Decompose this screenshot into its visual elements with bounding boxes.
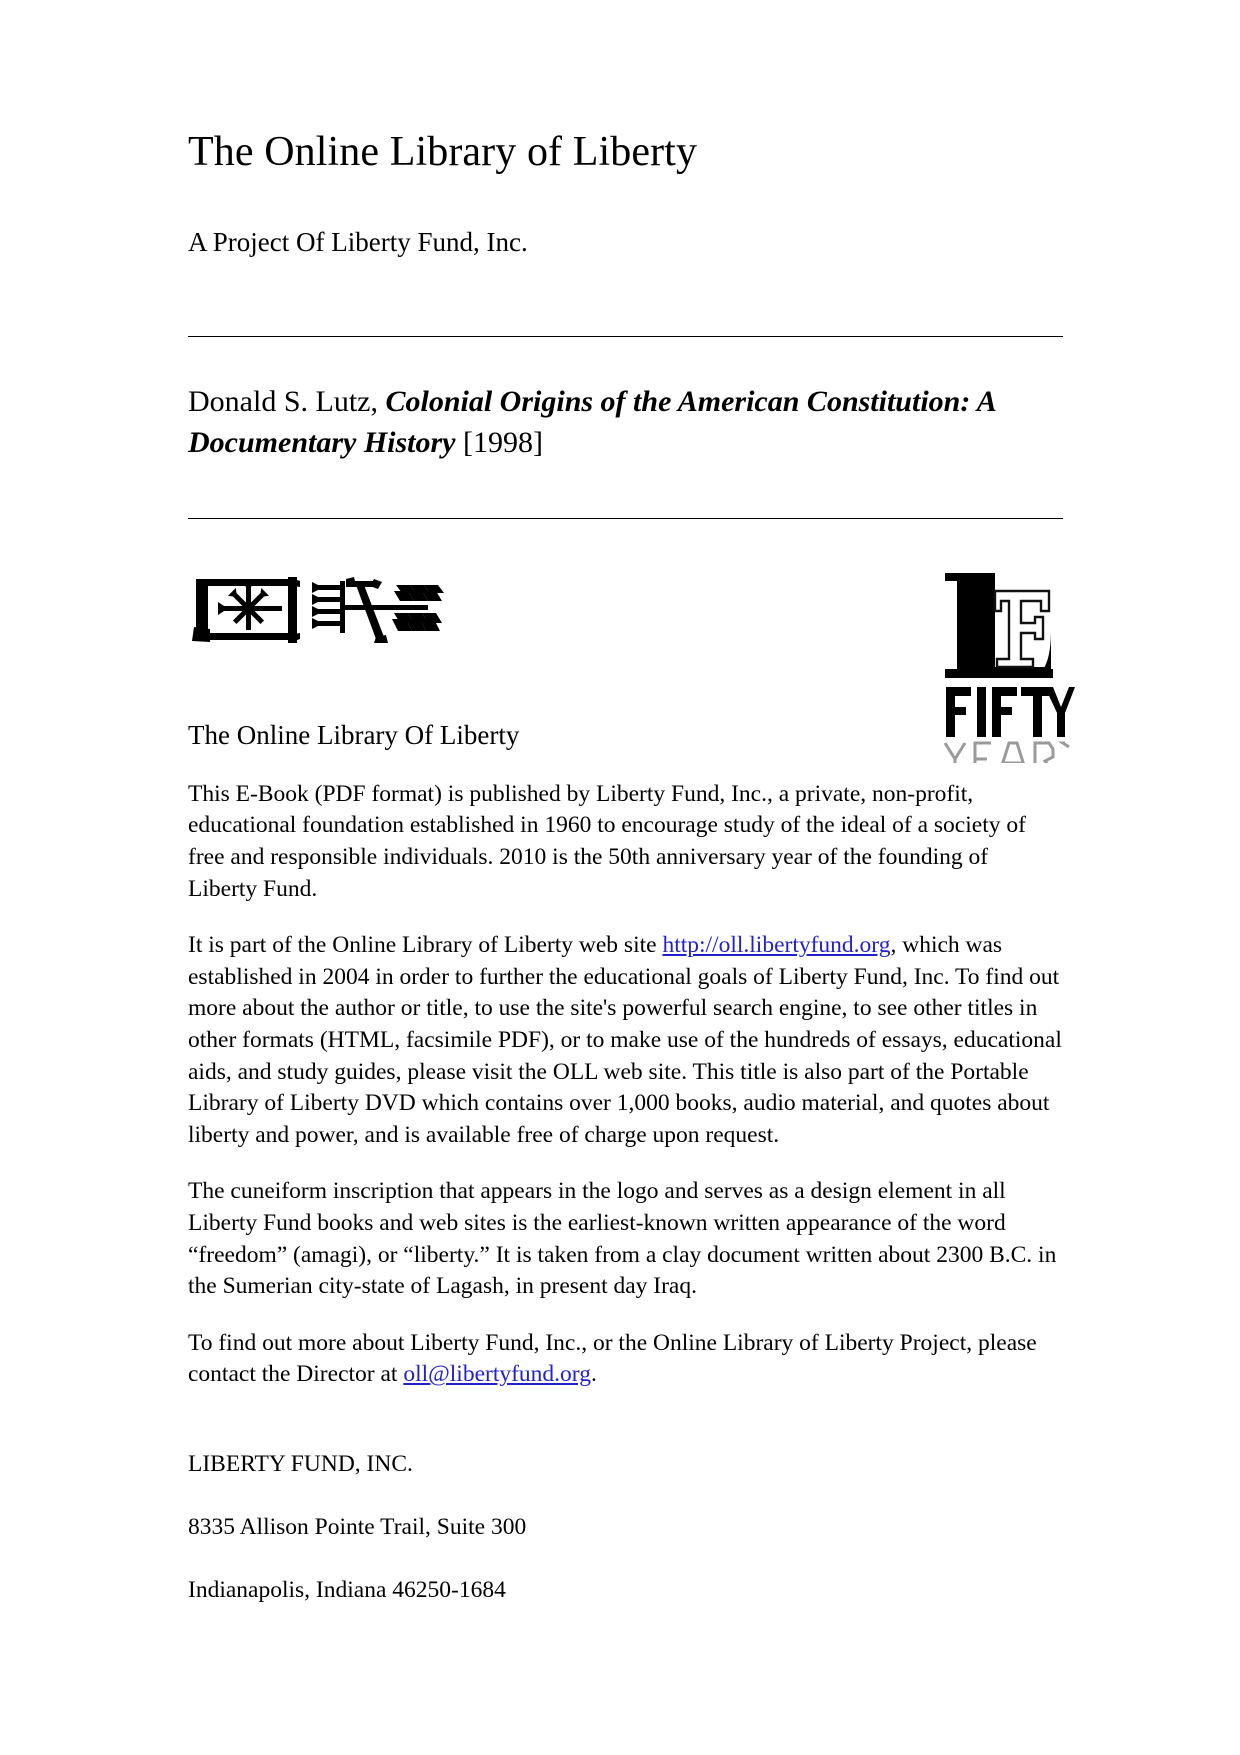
publisher-address — [188, 1417, 1063, 1638]
page-content — [188, 128, 1063, 1638]
p2-text-before: It is part of the Online Library of Liberty web site — [188, 932, 663, 959]
citation-year: [1998] — [455, 426, 543, 460]
citation-author: Donald S. Lutz, — [188, 384, 386, 418]
paragraph-contact — [188, 1328, 1063, 1391]
page-subtitle: A Project Of Liberty Fund, Inc. — [188, 227, 528, 258]
director-email-link[interactable]: oll@libertyfund.org — [403, 1361, 591, 1388]
page-title: The Online Library of Liberty — [188, 129, 698, 175]
book-citation — [188, 381, 1063, 464]
paragraph-oll-website — [188, 930, 1063, 1151]
address-line-street: 8335 Allison Pointe Trail, Suite 300 — [188, 1513, 527, 1540]
section-heading: The Online Library Of Liberty — [188, 720, 520, 751]
p4-text-before: To find out more about Liberty Fund, Inc., or the Online Library of Liberty Project, please contact the Director at — [188, 1329, 1037, 1388]
paragraph-cuneiform-explanation: The cuneiform inscription that appears in the logo and serves as a design element in all Liberty Fund books and web sites is the earliest-known written appearance of the word “freedom” (amagi), or “liberty.” It is taken from a clay document written about 2300 B.C. in the Sumerian city-state of Lagash, in present day Iraq. — [188, 1178, 1057, 1300]
logo-row — [188, 571, 1063, 701]
p2-text-after: , which was established in 2004 in order to further the educational goals of Liberty Fund, Inc. To find out more about the author or title, to use the site's powerful search engine, to see other titles in other formats (HTML, facsimile PDF), or to make use of the hundreds of essays, educational aids, and study guides, please visit the OLL web site. This title is also part of the Portable Library of Liberty DVD which contains over 1,000 books, audio material, and quotes about liberty and power, and is available free of charge upon request. — [188, 932, 1062, 1148]
divider-top — [188, 336, 1063, 337]
address-line-city-state-zip: Indianapolis, Indiana 46250-1684 — [188, 1576, 506, 1603]
citation-work-title: Colonial Origins of the American Constitution: A Documentary History — [188, 384, 996, 460]
liberty-fund-fifty-years-logo — [939, 567, 1075, 763]
oll-website-link[interactable]: http://oll.libertyfund.org — [662, 932, 891, 959]
paragraph-about-ebook: This E-Book (PDF format) is published by Liberty Fund, Inc., a private, non-profit, educational foundation established in 1960 to encourage study of the ideal of a society of free and responsible individuals. 2010 is the 50th anniversary year of the founding of Liberty Fund. — [188, 780, 1026, 902]
cuneiform-amagi-icon — [188, 571, 452, 647]
address-line-organization: LIBERTY FUND, INC. — [188, 1450, 413, 1477]
divider-bottom — [188, 518, 1063, 519]
p4-text-after: . — [590, 1361, 597, 1388]
